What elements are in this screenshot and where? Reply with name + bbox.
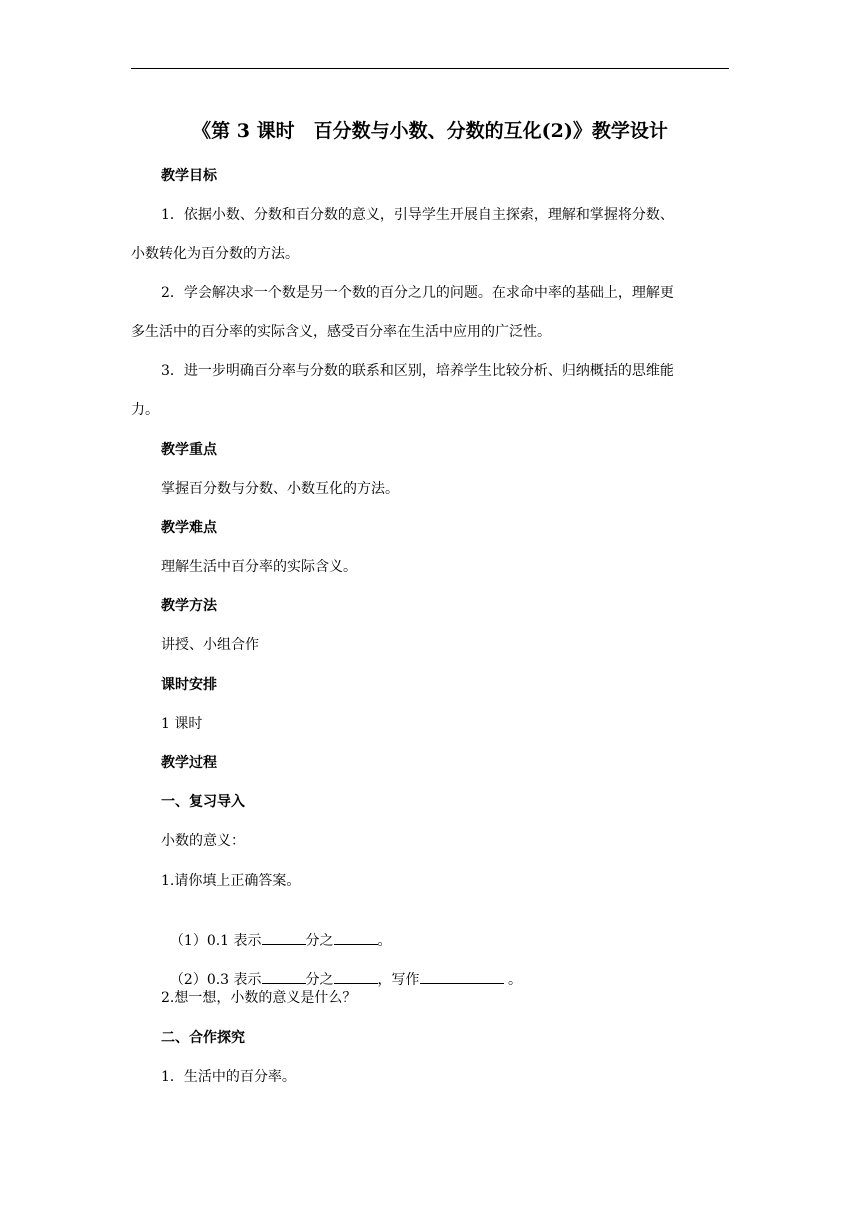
section-2-item-1: 1．生活中的百分率。 [161, 1069, 296, 1085]
difficulties-heading: 教学难点 [161, 520, 217, 536]
question-2-end: 。 [503, 972, 522, 988]
section-2-heading: 二、合作探究 [161, 1030, 245, 1046]
objective-1-line-1: 1．依据小数、分数和百分数的意义，引导学生开展自主探索，理解和掌握将分数、 [161, 207, 674, 223]
question-1-end: 。 [377, 933, 392, 949]
question-2 [161, 949, 522, 990]
question-2-mid2: ，写作 [377, 972, 420, 988]
question-1 [161, 910, 392, 951]
task-2-text: 2.想一想，小数的意义是什么？ [161, 990, 357, 1006]
difficulties-text: 理解生活中百分率的实际含义。 [161, 559, 357, 575]
objective-3-line-2: 力。 [131, 402, 159, 418]
section-1-heading: 一、复习导入 [161, 794, 245, 810]
process-heading: 教学过程 [161, 755, 217, 771]
header-rule [131, 68, 729, 69]
question-1-prefix: （1）0.1 表示 [169, 933, 262, 949]
key-points-heading: 教学重点 [161, 442, 217, 458]
objective-3-line-1: 3．进一步明确百分率与分数的联系和区别，培养学生比较分析、归纳概括的思维能 [161, 363, 674, 379]
objective-1-line-2: 小数转化为百分数的方法。 [131, 246, 299, 262]
document-title: 《第 3 课时 百分数与小数、分数的互化(2)》教学设计 [192, 120, 668, 142]
question-1-mid: 分之 [305, 933, 334, 949]
schedule-heading: 课时安排 [161, 677, 217, 693]
question-2-prefix: （2）0.3 表示 [169, 972, 262, 988]
schedule-text: 1 课时 [161, 716, 203, 732]
blank-2b [334, 969, 378, 984]
blank-1a [262, 930, 306, 945]
decimal-meaning-label: 小数的意义： [161, 833, 245, 849]
objectives-heading: 教学目标 [161, 168, 217, 184]
objective-2-line-2: 多生活中的百分率的实际含义，感受百分率在生活中应用的广泛性。 [131, 324, 551, 340]
question-2-mid: 分之 [305, 972, 334, 988]
task-1-text: 1.请你填上正确答案。 [161, 873, 301, 889]
blank-2a [262, 969, 306, 984]
methods-text: 讲授、小组合作 [161, 637, 259, 653]
objective-2-line-1: 2．学会解决求一个数是另一个数的百分之几的问题。在求命中率的基础上，理解更 [161, 285, 674, 301]
key-points-text: 掌握百分数与分数、小数互化的方法。 [161, 481, 399, 497]
blank-2c [420, 969, 504, 984]
methods-heading: 教学方法 [161, 598, 217, 614]
blank-1b [334, 930, 378, 945]
